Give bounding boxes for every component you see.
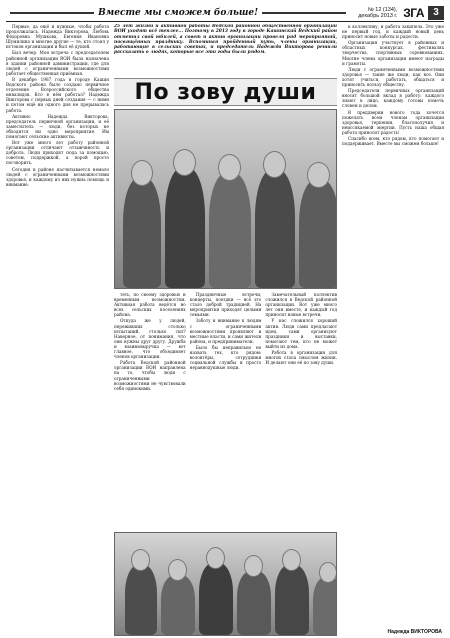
photo-person — [237, 571, 271, 635]
photo-person — [275, 565, 309, 635]
right-paragraph: Спасибо всем, кто рядом, кто помогает и поддерживает. Вместе мы сможем больше! — [342, 135, 444, 147]
header-rule-left — [10, 12, 94, 14]
left-paragraph: Сегодня в районе насчитывается немало людей с ограниченными возможностями здоровья, и каждому из них нужна помощь и внимание. — [6, 166, 109, 187]
article-paragraph: теть, по своему здоровью и временным возможностям. Активная работа ведётся во всех сельских поселениях района. — [114, 292, 186, 318]
photo-head — [282, 549, 301, 571]
left-paragraph: Первые, да ещё и нужные, чтобы работа продолжалась. Надежда Викторова, Любовь Фёдоровна Мушкова, Евгения Ивановна Шумилина и многие другие — те, кто стоял у истоков организации и был её душой. — [6, 24, 109, 50]
headline-banner — [114, 78, 337, 106]
left-paragraph: В декабре 1987 года в городе Кашин Ведского района было создано первичное отделение Всероссийского общества инвалидов. Кто в нём работал? Надежда Викторова с первых дней создания — с ними и потом ещё ни одного дня не прерывалась работа. — [6, 76, 109, 113]
right-paragraph: Люди с ограниченными возможностями здоровья — такие же люди, как все. Они хотят учиться, работать, общаться и приносить пользу обществу. — [342, 66, 444, 88]
article-paragraph: Было бы неправильно не назвать тех, кто рядом: волонтёры, сотрудники социальной службы и просто неравнодушные люди. — [189, 344, 262, 371]
right-paragraph: Председатели первичных организаций вносят большой вклад в работу: каждого знают в лицо, каждому готовы помочь словом и делом. — [342, 88, 444, 109]
photo-head — [307, 162, 330, 188]
photo-head — [218, 154, 241, 181]
photo-person — [165, 168, 205, 288]
article-lead: 25 лет жизни и активной работы Ведской районной общественной организации ВОИ уходят всё теплее... Поэтому в 2013 году в городе Кашинский Ведский район отметил свой юбилей, а совет и актив организации провели ряд мероприятий, посвящённых празднику. Вспоминая пройденный путь, члены организации, работающие в сельских советах, и председатель Надежда Викторова решили рассказать о людях, которые все эти годы были рядом. — [114, 24, 337, 56]
article-paragraph: Замечательный коллектив сложился в Ведской районной организации. Вот уже много лет они вместе, и каждый год приносит новые встречи. — [265, 292, 337, 318]
issue-number: № 12 (134), — [367, 6, 398, 13]
event-photo — [114, 532, 337, 636]
right-paragraph: Организация участвует в районных и областных конкурсах, фестивалях творчества, спортивных соревнованиях. Многие члены организации имеют награды и грамоты. — [342, 40, 444, 66]
photo-person — [161, 575, 195, 635]
right-paragraph: к коллективу, и работа закипела. Это уже не первый год, и каждый новый день приносит новые заботы и радости. — [342, 24, 444, 40]
article-column-3 — [265, 292, 337, 529]
newspaper-logo: ЗГА — [403, 5, 425, 20]
header-rule-right — [262, 12, 346, 14]
photo-head — [131, 160, 153, 186]
photo-head — [131, 549, 150, 571]
issue-date: декабрь 2013 г. — [358, 12, 398, 19]
article-paragraph: Откуда же у людей, переживших столько испытаний, столько сил? Наверное, от понимания, что они нужны друг другу. Дружба и взаимовыручка — вот главное, что объединяет членов организации. — [114, 318, 186, 360]
main-article — [114, 24, 337, 636]
photo-head — [168, 559, 187, 581]
photo-person — [255, 170, 295, 288]
right-paragraph: В преддверии нового года хочется пожелать всем членам организации здоровья, терпения, благополучия и неиссякаемой энергии. Пусть наша общая работа приносит радость! — [342, 109, 444, 135]
page-header — [6, 4, 444, 22]
left-paragraph: Вот уже много лет работу районной организации отличают отзывчивость и доброта. Люди приходят сюда за помощью, советом, поддержкой, а порой просто поговорить. — [6, 140, 109, 166]
page-number: 3 — [428, 6, 444, 20]
photo-head — [206, 547, 225, 569]
article-body — [114, 292, 337, 529]
article-paragraph: Работа Ведской районной организации ВОИ направлена на то, чтобы люди с ограниченными возможностями не чувствовали себя одинокими. — [114, 360, 186, 391]
group-photo — [114, 109, 337, 289]
article-column-1 — [114, 292, 186, 529]
photo-head — [319, 562, 337, 583]
left-paragraph: Был вечер. Моя встреча с председателем районной организации ВОИ была назначена в здании районной администрации, где для людей с ограниченными возможностями работает общественная приёмная. — [6, 50, 109, 76]
columns — [6, 24, 444, 636]
photo-person — [313, 577, 337, 635]
article-author: Надежда ВИКТОРОВА — [387, 629, 442, 635]
photo-person — [209, 173, 251, 288]
photo-person — [199, 563, 233, 635]
photo-person — [123, 178, 161, 288]
article-paragraph: Праздничные встречи, концерты, поездки — всё это стало доброй традицией. На мероприятия приходят целыми семьями. — [189, 292, 262, 318]
article-paragraph: Заботу и внимание к людям с ограниченными возможностями проявляют и местные власти, и сами жители района, и предприниматели. — [189, 318, 262, 344]
article-paragraph: У нас сложился хороший актив. Люди сами предлагают идеи, сами организуют праздники и выставки, помогают тем, кто не может выйти из дома. — [265, 318, 337, 349]
right-column — [342, 24, 444, 636]
article-headline: По зову души — [134, 79, 317, 105]
article-paragraph: Работа в организации для многих стала смыслом жизни. И делают они её по зову души. — [265, 350, 337, 366]
photo-head — [263, 151, 286, 178]
article-column-2 — [190, 292, 262, 529]
photo-head — [244, 555, 263, 577]
photo-person — [125, 565, 157, 635]
left-column — [6, 24, 109, 636]
photo-head — [173, 149, 196, 176]
left-paragraph: Активно Надежда Викторова, председатель первичной организации, и её заместитель — люди, без которых не обходится ни одно мероприятие. Им помогают сельские активисты. — [6, 113, 109, 139]
issue-info — [358, 7, 397, 19]
header-slogan: Вместе мы сможем больше! — [98, 7, 259, 18]
photo-person — [299, 180, 337, 288]
